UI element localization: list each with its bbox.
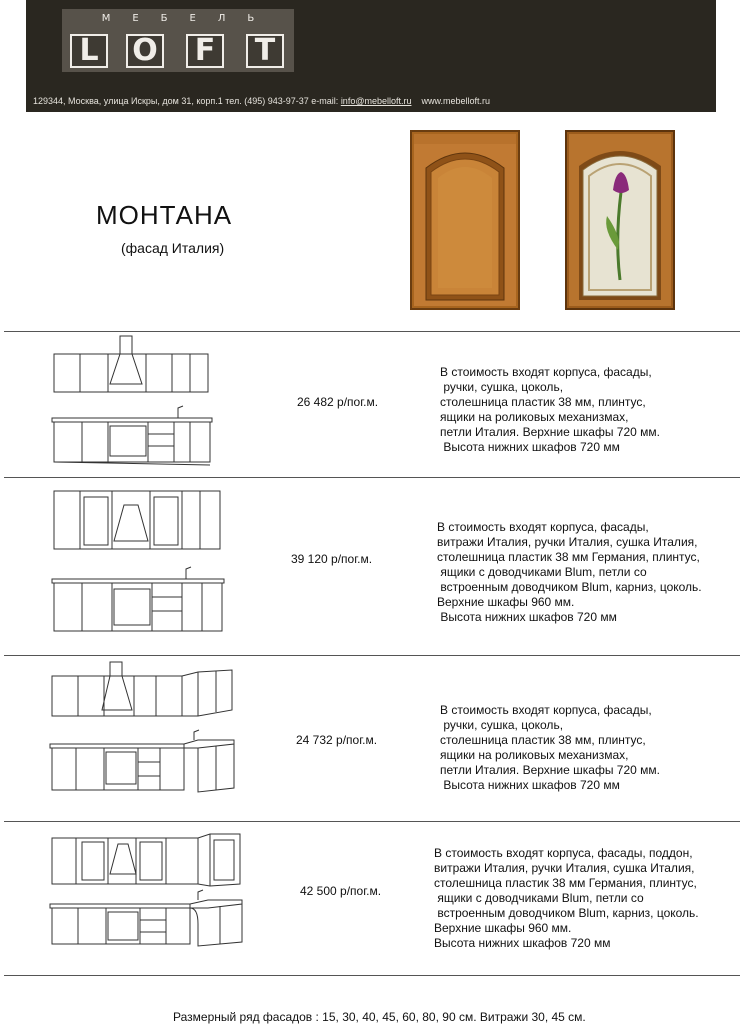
description-line: В стоимость входят корпуса, фасады, поддон, bbox=[434, 846, 693, 860]
description-row-4 bbox=[434, 846, 699, 951]
contact-address: 129344, Москва, улица Искры, дом 31, корп.1 тел. (495) 943-97-37 e-mail: bbox=[33, 96, 341, 106]
kitchen-sketch-straight-glass bbox=[50, 485, 225, 640]
logo-letter-t: T bbox=[246, 34, 284, 68]
description-line: витражи Италия, ручки Италия, сушка Италия, bbox=[434, 861, 695, 875]
description-line: ящики с доводчиками Blum, петли со bbox=[437, 565, 647, 579]
row-divider bbox=[4, 477, 740, 478]
description-line: ящики на роликовых механизмах, bbox=[440, 410, 629, 424]
description-line: столешница пластик 38 мм, плинтус, bbox=[440, 733, 646, 747]
facade-size-range: Размерный ряд фасадов : 15, 30, 40, 45, 60, 80, 90 см. Витражи 30, 45 см. bbox=[173, 1010, 586, 1024]
price-row-4: 42 500 р/пог.м. bbox=[300, 884, 382, 898]
description-line: ручки, сушка, цоколь, bbox=[440, 718, 564, 732]
contact-line bbox=[33, 96, 490, 106]
row-divider bbox=[4, 331, 740, 332]
glass-door-image bbox=[565, 130, 675, 310]
kitchen-sketch-corner-glass bbox=[48, 828, 248, 958]
description-line: В стоимость входят корпуса, фасады, bbox=[440, 365, 652, 379]
product-subtitle: (фасад Италия) bbox=[121, 240, 225, 256]
header-banner bbox=[26, 0, 716, 112]
product-title: МОНТАНА bbox=[96, 200, 233, 230]
row-divider bbox=[4, 655, 740, 656]
logo-letter-l: L bbox=[70, 34, 108, 68]
description-line: встроенным доводчиком Blum, карниз, цоколь. bbox=[434, 906, 699, 920]
description-line: ящики с доводчиками Blum, петли со bbox=[434, 891, 644, 905]
description-line: Верхние шкафы 960 мм. bbox=[434, 921, 572, 935]
description-line: Верхние шкафы 960 мм. bbox=[437, 595, 575, 609]
description-line: петли Италия. Верхние шкафы 720 мм. bbox=[440, 763, 660, 777]
price-row-3: 24 732 р/пог.м. bbox=[296, 733, 378, 747]
description-line: В стоимость входят корпуса, фасады, bbox=[437, 520, 649, 534]
row-divider bbox=[4, 975, 740, 976]
description-line: В стоимость входят корпуса, фасады, bbox=[440, 703, 652, 717]
description-line: Высота нижних шкафов 720 мм bbox=[440, 440, 620, 454]
kitchen-sketch-straight bbox=[50, 334, 215, 470]
logo-letter-o: O bbox=[126, 34, 164, 68]
description-line: столешница пластик 38 мм, плинтус, bbox=[440, 395, 646, 409]
description-row-2 bbox=[437, 520, 702, 625]
description-line: Высота нижних шкафов 720 мм bbox=[440, 778, 620, 792]
email-link[interactable]: info@mebelloft.ru bbox=[340, 96, 412, 106]
brand-logo bbox=[62, 9, 294, 72]
price-row-1: 26 482 р/пог.м. bbox=[297, 395, 379, 409]
description-row-3 bbox=[440, 703, 660, 793]
row-divider bbox=[4, 821, 740, 822]
description-line: витражи Италия, ручки Италия, сушка Италия, bbox=[437, 535, 698, 549]
logo-letter-f: F bbox=[186, 34, 224, 68]
solid-door-image bbox=[410, 130, 520, 310]
description-line: встроенным доводчиком Blum, карниз, цоколь. bbox=[437, 580, 702, 594]
website-link[interactable]: www.mebelloft.ru bbox=[421, 96, 491, 106]
price-row-2: 39 120 р/пог.м. bbox=[291, 552, 373, 566]
description-row-1 bbox=[440, 365, 660, 455]
description-line: петли Италия. Верхние шкафы 720 мм. bbox=[440, 425, 660, 439]
description-line: ящики на роликовых механизмах, bbox=[440, 748, 629, 762]
description-line: столешница пластик 38 мм Германия, плинтус, bbox=[437, 550, 700, 564]
description-line: столешница пластик 38 мм Германия, плинтус, bbox=[434, 876, 697, 890]
kitchen-sketch-corner bbox=[48, 660, 238, 800]
description-line: Высота нижних шкафов 720 мм bbox=[434, 936, 611, 950]
logo-top-text: МЕБЕЛЬ bbox=[101, 13, 277, 24]
description-line: ручки, сушка, цоколь, bbox=[440, 380, 564, 394]
description-line: Высота нижних шкафов 720 мм bbox=[437, 610, 617, 624]
